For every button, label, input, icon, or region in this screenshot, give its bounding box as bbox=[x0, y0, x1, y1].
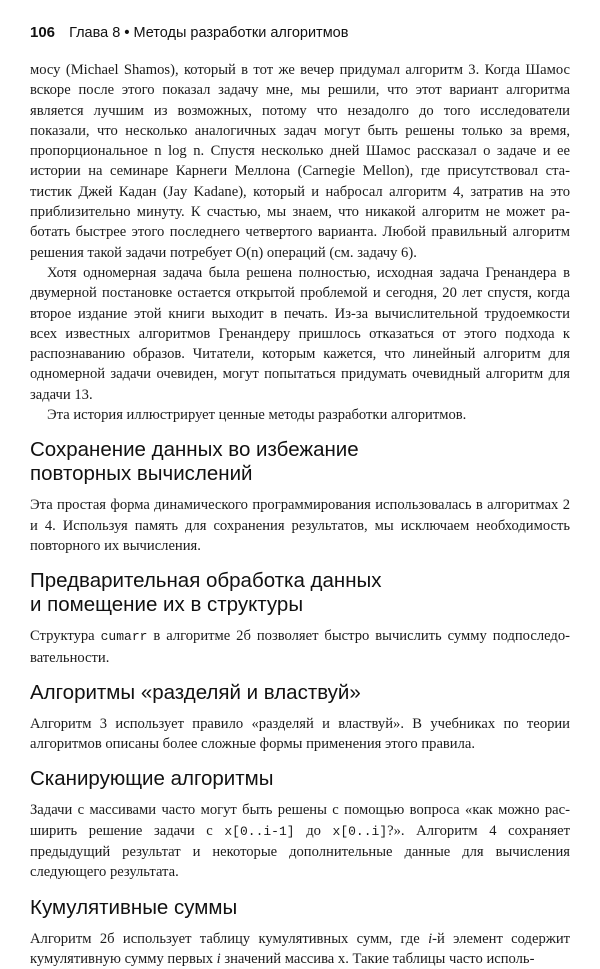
section-body-scanning bbox=[30, 800, 570, 882]
section-heading-scanning: Сканирующие алгоритмы bbox=[30, 767, 274, 791]
intro-paragraph-1: мосу (Michael Shamos), который в тот же вечер придумал алгоритм 3. Когда Шамос вскоре после этого показал задачу мне, мы решили, что этот вариант алгоритма является лучшим из возможных, потому что незадолго до того исследователи показали, что несколько аналогичных задач могут быть решены только за время, пропорциональное n log n. Спустя несколько дней Шамос рассказал о задаче и ее истории на семинаре Карнеги Меллона (Carnegie Mellon), где присутствовал статистик Джей Кадан (Jay Kadane), который и набросал алгоритм 4, затратив на это приблизительно минуту. К счастью, мы знаем, что никакой алгоритм не может работать быстрее этого последнего четвертого варианта. Любой правильный алгоритм решения такой задачи потребует O(n) операций (см. задачу 6). bbox=[30, 62, 570, 261]
body-text: значений массива x. Такие таблицы часто исполь- bbox=[220, 950, 535, 967]
section-heading-line-1: Сохранение данных во избежание bbox=[30, 438, 359, 462]
body-text: Структура bbox=[30, 628, 101, 645]
italic-i: i bbox=[216, 950, 221, 967]
body-text: ?». Алгоритм 4 сохраняет предыдущий результат и некоторые дополнительные данные для вычисления следующего результата. bbox=[30, 822, 570, 881]
section-heading-cumulative-sums: Кумулятивные суммы bbox=[30, 895, 238, 919]
section-body-preprocessing bbox=[30, 626, 570, 668]
section-heading-line-2: повторных вычислений bbox=[30, 462, 253, 486]
section-heading-divide-and-conquer: Алгоритмы «разделяй и властвуй» bbox=[30, 680, 361, 704]
intro-paragraph-2: Хотя одномерная задача была решена полностью, исходная задача Гренандера в двумерной постановке остается открытой проблемой и сегодня, 20 лет спустя, когда второе издание этой книги выходит в печать. Из-за вычислительной трудоемкости всех известных алгоритмов Гренандеру пришлось отказаться от этого подхода к распознаванию образов. Читатели, которым кажется, что линейный алгоритм для одномерной задачи очевиден, могут попытаться придумать очевидный алгоритм для задачи 13. bbox=[30, 264, 570, 403]
section-heading-line-1: Предварительная обработка данных bbox=[30, 569, 382, 593]
section-body-cumulative-sums bbox=[30, 929, 570, 969]
header-bullet: • bbox=[124, 25, 130, 41]
chapter-title: Методы разработки алгоритмов bbox=[133, 25, 349, 41]
body-text: Алгоритм 2б использует таблицу кумулятивных сумм, где bbox=[30, 930, 429, 947]
code-cumarr: cumarr bbox=[100, 629, 148, 645]
body-text: до bbox=[294, 822, 333, 839]
page-body bbox=[30, 60, 570, 969]
section-heading-preprocessing bbox=[30, 569, 570, 617]
intro-paragraph-3: Эта история иллюстрирует ценные методы разработки алгоритмов. bbox=[47, 407, 467, 424]
italic-i: i bbox=[428, 930, 433, 947]
body-text: -й элемент содержит кумулятивную сумму первых bbox=[30, 930, 571, 967]
body-text: в алгоритме 2б позволяет быстро вычислить сумму подпоследовательности. bbox=[30, 628, 570, 666]
code-range-1: x[0..i-1] bbox=[224, 823, 295, 839]
section-heading-line-2: и помещение их в структуры bbox=[30, 593, 304, 617]
page-number: 106 bbox=[30, 24, 56, 41]
section-body-memoization: Эта простая форма динамического программирования использовалась в алгоритмах 2 и 4. Используя память для сохранения результатов, мы исключаем необходимость повторного их вычисления. bbox=[30, 497, 570, 554]
section-heading-memoization bbox=[30, 438, 570, 486]
body-text: Задачи с массивами часто могут быть решены с помощью вопроса «как можно расширить решение задачи с bbox=[30, 802, 570, 839]
chapter-label: Глава 8 bbox=[69, 25, 121, 41]
code-range-2: x[0..i] bbox=[332, 823, 388, 839]
section-body-divide-and-conquer: Алгоритм 3 использует правило «разделяй и властвуй». В учебниках по теории алгоритмов описаны более сложные формы применения этого правила. bbox=[30, 715, 570, 753]
running-header bbox=[30, 24, 348, 41]
